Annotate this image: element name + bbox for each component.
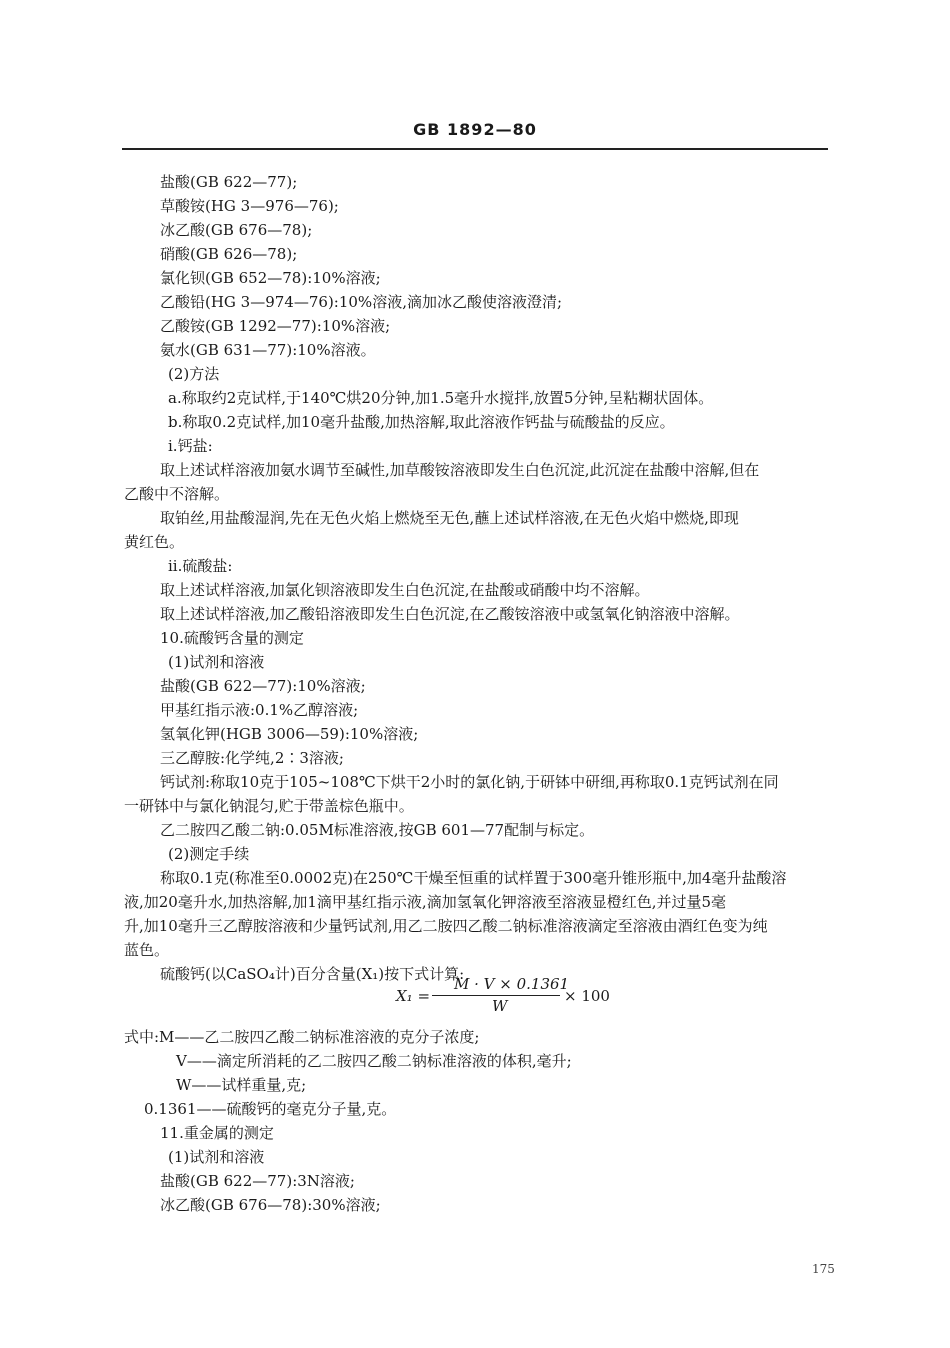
text-line: 草酸铵(HG 3—976—76); <box>160 197 339 215</box>
text-line: 氢氧化钾(HGB 3006—59):10%溶液; <box>160 725 419 743</box>
text-line: (2)测定手续 <box>168 845 250 863</box>
text-line: 乙二胺四乙酸二钠:0.05M标准溶液,按GB 601—77配制与标定。 <box>160 821 595 839</box>
text-line: 蓝色。 <box>124 941 170 959</box>
text-line: 取上述试样溶液,加乙酸铅溶液即发生白色沉淀,在乙酸铵溶液中或氢氧化钠溶液中溶解。 <box>160 605 740 623</box>
text-line: W——试样重量,克; <box>176 1076 307 1094</box>
text-line: 甲基红指示液:0.1%乙醇溶液; <box>160 701 359 719</box>
text-line: 冰乙酸(GB 676—78):30%溶液; <box>160 1196 381 1214</box>
text-line: 乙酸铅(HG 3—974—76):10%溶液,滴加冰乙酸使溶液澄清; <box>160 293 563 311</box>
text-line: 硝酸(GB 626—78); <box>160 245 298 263</box>
text-line: 盐酸(GB 622—77); <box>160 173 298 191</box>
text-line: 取铂丝,用盐酸湿润,先在无色火焰上燃烧至无色,蘸上述试样溶液,在无色火焰中燃烧,即现 <box>160 509 739 527</box>
text-line: i.钙盐: <box>168 437 213 455</box>
text-line: 式中:M——乙二胺四乙酸二钠标准溶液的克分子浓度; <box>124 1028 480 1046</box>
formula-tail: × 100 <box>564 987 610 1005</box>
fraction-bar <box>432 995 560 996</box>
text-line: 乙酸中不溶解。 <box>124 485 230 503</box>
text-line: 硫酸钙(以CaSO₄计)百分含量(X₁)按下式计算: <box>160 965 465 983</box>
text-line: 盐酸(GB 622—77):10%溶液; <box>160 677 366 695</box>
text-line: 取上述试样溶液,加氯化钡溶液即发生白色沉淀,在盐酸或硝酸中均不溶解。 <box>160 581 650 599</box>
text-line: b.称取0.2克试样,加10毫升盐酸,加热溶解,取此溶液作钙盐与硫酸盐的反应。 <box>168 413 675 431</box>
text-line: 0.1361——硫酸钙的毫克分子量,克。 <box>144 1100 397 1118</box>
formula-denominator: W <box>492 997 508 1015</box>
text-line: 升,加10毫升三乙醇胺溶液和少量钙试剂,用乙二胺四乙酸二钠标准溶液滴定至溶液由酒红色变为纯 <box>124 917 768 935</box>
text-line: (1)试剂和溶液 <box>168 1148 265 1166</box>
page-number: 175 <box>812 1262 835 1276</box>
text-line: (2)方法 <box>168 365 220 383</box>
formula-numerator: M · V × 0.1361 <box>454 975 570 993</box>
text-line: a.称取约2克试样,于140℃烘20分钟,加1.5毫升水搅拌,放置5分钟,呈粘糊状固体。 <box>168 389 714 407</box>
text-line: 液,加20毫升水,加热溶解,加1滴甲基红指示液,滴加氢氧化钾溶液至溶液显橙红色,并过量5毫 <box>124 893 727 911</box>
header-rule <box>122 148 828 150</box>
formula-lhs: X₁ = <box>396 987 431 1005</box>
text-line: 黄红色。 <box>124 533 185 551</box>
text-line: 10.硫酸钙含量的测定 <box>160 629 304 647</box>
text-line: 一研钵中与氯化钠混匀,贮于带盖棕色瓶中。 <box>124 797 414 815</box>
text-line: 钙试剂:称取10克于105~108℃下烘干2小时的氯化钠,于研钵中研细,再称取0.1克钙试剂在同 <box>160 773 779 791</box>
text-line: 氯化钡(GB 652—78):10%溶液; <box>160 269 381 287</box>
text-line: (1)试剂和溶液 <box>168 653 265 671</box>
formula-x1 <box>396 975 616 1015</box>
text-line: V——滴定所消耗的乙二胺四乙酸二钠标准溶液的体积,毫升; <box>176 1052 572 1070</box>
text-line: 11.重金属的测定 <box>160 1124 274 1142</box>
text-line: 称取0.1克(称准至0.0002克)在250℃干燥至恒重的试样置于300毫升锥形瓶中,加4毫升盐酸溶 <box>160 869 787 887</box>
text-line: 取上述试样溶液加氨水调节至碱性,加草酸铵溶液即发生白色沉淀,此沉淀在盐酸中溶解,但在 <box>160 461 760 479</box>
text-line: 三乙醇胺:化学纯,2∶3溶液; <box>160 749 344 767</box>
text-line: 盐酸(GB 622—77):3N溶液; <box>160 1172 355 1190</box>
text-line: ii.硫酸盐: <box>168 557 233 575</box>
text-line: 乙酸铵(GB 1292—77):10%溶液; <box>160 317 391 335</box>
text-line: 冰乙酸(GB 676—78); <box>160 221 313 239</box>
text-line: 氨水(GB 631—77):10%溶液。 <box>160 341 376 359</box>
page-header: GB 1892—80 <box>413 120 537 139</box>
